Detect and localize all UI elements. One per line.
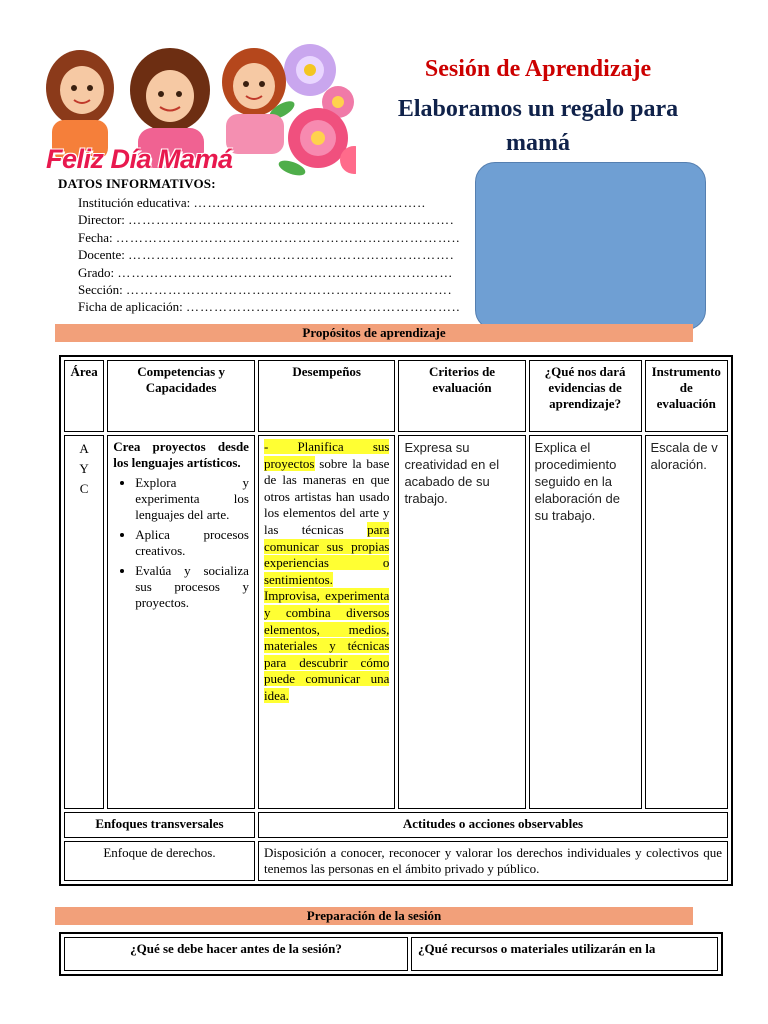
datos-label: Institución educativa: <box>78 195 191 210</box>
session-title: Sesión de Aprendizaje <box>424 56 652 82</box>
fill-in-line[interactable]: ……………………………………………………………. <box>128 247 455 263</box>
datos-label: Ficha de aplicación: <box>78 299 183 315</box>
preparacion-bar: Preparación de la sesión <box>55 907 693 925</box>
flower-icon <box>284 44 336 96</box>
table-row <box>64 435 728 809</box>
header-antes-sesion: ¿Qué se debe hacer antes de la sesión? <box>64 937 408 971</box>
datos-label: Director: <box>78 212 125 228</box>
list-item: • Explora y experimenta los lenguajes del arte. <box>135 475 249 523</box>
header-evidencias: ¿Qué nos dará evidencias de aprendizaje? <box>529 360 642 432</box>
list-item: • Evalúa y socializa sus procesos y proyectos. <box>135 563 249 611</box>
datos-label: Sección: <box>78 281 123 297</box>
datos-label: Docente: <box>78 247 125 263</box>
datos-item-grado <box>52 264 498 281</box>
header-enfoques: Enfoques transversales <box>64 812 255 838</box>
enfoques-header-row <box>64 812 728 838</box>
subtitle-line-2: mamá <box>506 130 570 156</box>
cell-enfoque: Enfoque de derechos. <box>64 841 255 881</box>
datos-label: Grado: <box>78 264 115 280</box>
datos-item-institucion <box>52 194 498 211</box>
header-instrumento: Instrumento de evaluación <box>645 360 728 432</box>
preparacion-header-row <box>64 937 718 971</box>
propositos-bar: Propósitos de aprendizaje <box>55 324 693 342</box>
list-item: • Aplica procesos creativos. <box>135 527 249 559</box>
cell-evidencias: Explica el procedimiento seguido en la elaboración de su trabajo. <box>529 435 642 809</box>
propositos-table <box>59 355 733 886</box>
capacidades-list <box>113 475 249 611</box>
subtitle-line-1: Elaboramos un regalo para <box>397 96 679 122</box>
datos-item-seccion <box>52 281 498 298</box>
fill-in-line[interactable]: ……………………………………………………………….. <box>115 229 461 245</box>
fill-in-line[interactable]: ……………………………………………………………. <box>128 212 455 228</box>
header-competencias: Competencias y Capacidades <box>107 360 255 432</box>
header-area: Área <box>64 360 104 432</box>
header-criterios: Criterios de evaluación <box>398 360 525 432</box>
datos-item-docente <box>52 246 498 263</box>
fill-in-line[interactable]: ………………………………………………….. <box>185 299 461 315</box>
girl-figure <box>222 48 286 154</box>
preparacion-table <box>59 932 723 976</box>
fill-in-line[interactable]: ……………………………………………………………… <box>117 264 454 280</box>
flower-icon <box>288 108 348 168</box>
datos-item-director <box>52 211 498 228</box>
image-placeholder <box>475 162 706 330</box>
cell-actitud: Disposición a conocer, reconocer y valorar los derechos individuales y colectivos que tenemos las personas en el ámbito privado y público. <box>258 841 728 881</box>
datos-list <box>52 194 498 316</box>
table-header-row <box>64 360 728 432</box>
header-illustration <box>42 40 356 180</box>
datos-item-ficha <box>52 298 498 315</box>
competencia-text: Crea proyectos desde los lenguajes artísticos. <box>113 439 249 470</box>
fill-in-line[interactable]: ………………………………………….. <box>193 195 427 210</box>
cell-criterios: Expresa su creatividad en el acabado de su trabajo. <box>398 435 525 809</box>
enfoques-row <box>64 841 728 881</box>
area-text: AYC <box>79 441 89 496</box>
datos-title: DATOS INFORMATIVOS: <box>58 176 216 191</box>
cell-area <box>64 435 104 809</box>
header-recursos: ¿Qué recursos o materiales utilizarán en la <box>411 937 718 971</box>
header-desempenos: Desempeños <box>258 360 395 432</box>
cell-competencias <box>107 435 255 809</box>
banner-text: Feliz Día Mamá <box>46 144 233 174</box>
datos-informativos <box>52 176 498 316</box>
cell-desempenos <box>258 435 395 809</box>
header-actitudes: Actitudes o acciones observables <box>258 812 728 838</box>
desempeno-highlight-2: para comunicar sus propias experiencias o sentimientos. Improvisa, experimenta y combina diversos elementos, medios, materiales y técnicas para descubrir cómo puede comunicar una idea. <box>263 521 390 703</box>
cell-instrumento: Escala de valoración. <box>645 435 728 809</box>
fill-in-line[interactable]: ……………………………………………………………. <box>126 281 453 297</box>
datos-label: Fecha: <box>78 229 113 245</box>
desempeno-text: sobre la base de las maneras en que otros artistas han usado los elementos del arte y las técnicas <box>263 455 390 537</box>
desempeno-highlight-1: - Planifica sus proyectos <box>263 439 390 471</box>
session-subtitle <box>370 92 706 160</box>
datos-item-fecha <box>52 229 498 246</box>
